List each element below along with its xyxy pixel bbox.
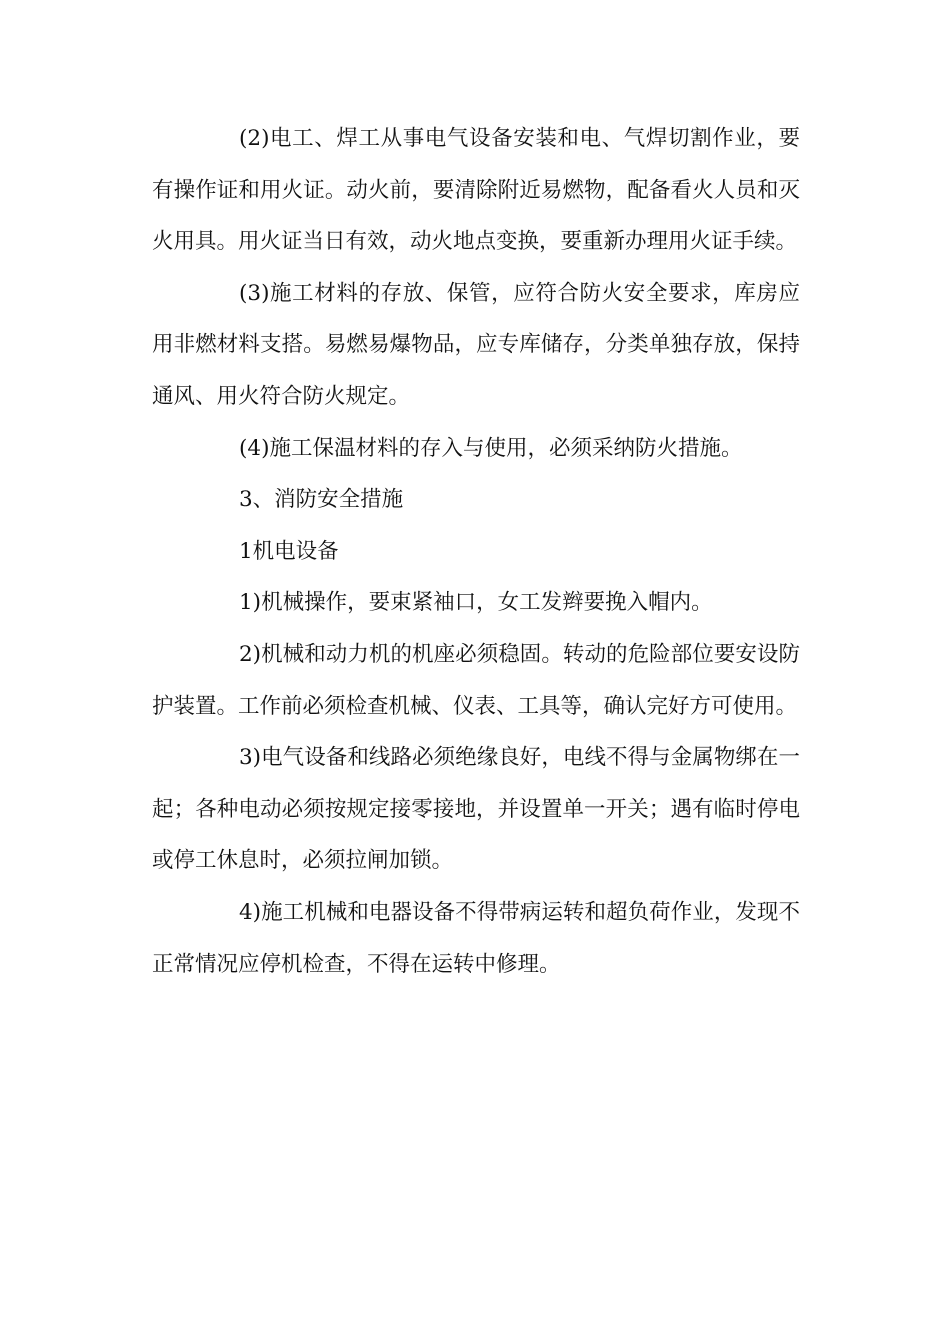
paragraph-insulation-material: (4)施工保温材料的存入与使用，必须采纳防火措施。 xyxy=(239,435,743,461)
section-heading-fire-safety: 3、消防安全措施 xyxy=(239,487,404,513)
paragraph-material-storage: (3)施工材料的存放、保管，应符合防火安全要求，库房应用非燃材料支搭。易燃易爆物品，应专库储存，分类单独存放，保持通风、用火符合防火规定。 xyxy=(152,280,800,409)
paragraph-machine-operation: 1)机械操作，要束紧袖口，女工发辫要挽入帽内。 xyxy=(239,590,713,616)
paragraph-no-overload: 4)施工机械和电器设备不得带病运转和超负荷作业，发现不正常情况应停机检查，不得在运转中修理。 xyxy=(152,899,800,977)
subsection-heading-equipment: 1机电设备 xyxy=(239,538,339,564)
document-body xyxy=(152,113,800,990)
paragraph-electrical-insulation: 3)电气设备和线路必须绝缘良好，电线不得与金属物绑在一起；各种电动必须按规定接零接地，并设置单一开关；遇有临时停电或停工休息时，必须拉闸加锁。 xyxy=(152,745,800,874)
paragraph-welder-permit: (2)电工、焊工从事电气设备安装和电、气焊切割作业，要有操作证和用火证。动火前，要清除附近易燃物，配备看火人员和灭火用具。用火证当日有效，动火地点变换，要重新办理用火证手续。 xyxy=(152,126,800,255)
paragraph-machine-base: 2)机械和动力机的机座必须稳固。转动的危险部位要安设防护装置。工作前必须检查机械、仪表、工具等，确认完好方可使用。 xyxy=(152,641,800,719)
